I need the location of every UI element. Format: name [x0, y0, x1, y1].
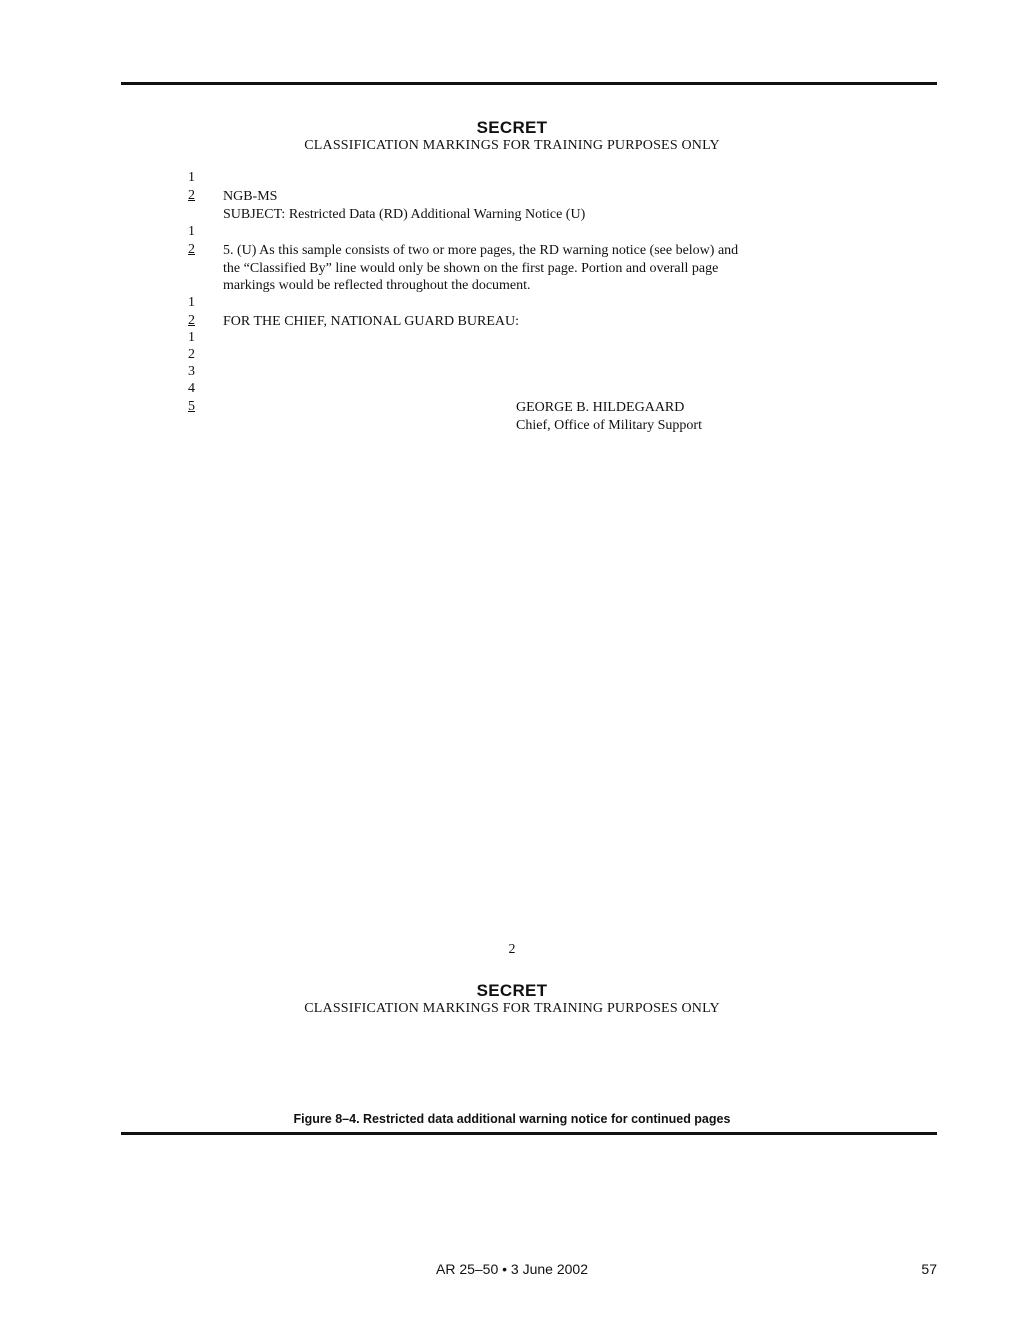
line-number: 1 [188, 224, 195, 239]
footer-publication: AR 25–50 • 3 June 2002 [435, 1261, 589, 1277]
line-number: 3 [188, 364, 195, 379]
signer-title: Chief, Office of Military Support [516, 418, 702, 433]
memo-page-number: 2 [508, 942, 516, 957]
line-number: 1 [188, 295, 195, 310]
classification-bottom: SECRET [476, 981, 548, 1000]
paragraph-line: 5. (U) As this sample consists of two or more pages, the RD warning notice (see below) and [223, 243, 739, 258]
line-number: 2 [188, 188, 195, 203]
marking-bottom: CLASSIFICATION MARKINGS FOR TRAINING PURPOSES ONLY [304, 1001, 720, 1016]
line-number: 2 [188, 313, 195, 328]
line-number: 4 [188, 381, 195, 396]
paragraph-line: markings would be reflected throughout the document. [223, 278, 531, 293]
closing-line: FOR THE CHIEF, NATIONAL GUARD BUREAU: [223, 314, 519, 329]
figure-caption: Figure 8–4. Restricted data additional warning notice for continued pages [293, 1112, 731, 1126]
line-number: 2 [188, 347, 195, 362]
footer-page-number: 57 [921, 1261, 937, 1277]
line-number: 5 [188, 399, 195, 414]
line-number: 1 [188, 330, 195, 345]
marking-top: CLASSIFICATION MARKINGS FOR TRAINING PURPOSES ONLY [304, 138, 720, 153]
top-rule [121, 82, 937, 85]
line-number: 2 [188, 242, 195, 257]
line-number: 1 [188, 170, 195, 185]
paragraph-line: the “Classified By” line would only be shown on the first page. Portion and overall page [223, 260, 719, 276]
bottom-rule [121, 1132, 937, 1135]
signer-name: GEORGE B. HILDEGAARD [516, 400, 685, 415]
office-symbol: NGB-MS [223, 189, 278, 204]
classification-top: SECRET [476, 118, 548, 137]
subject-line: SUBJECT: Restricted Data (RD) Additional Warning Notice (U) [223, 207, 586, 222]
